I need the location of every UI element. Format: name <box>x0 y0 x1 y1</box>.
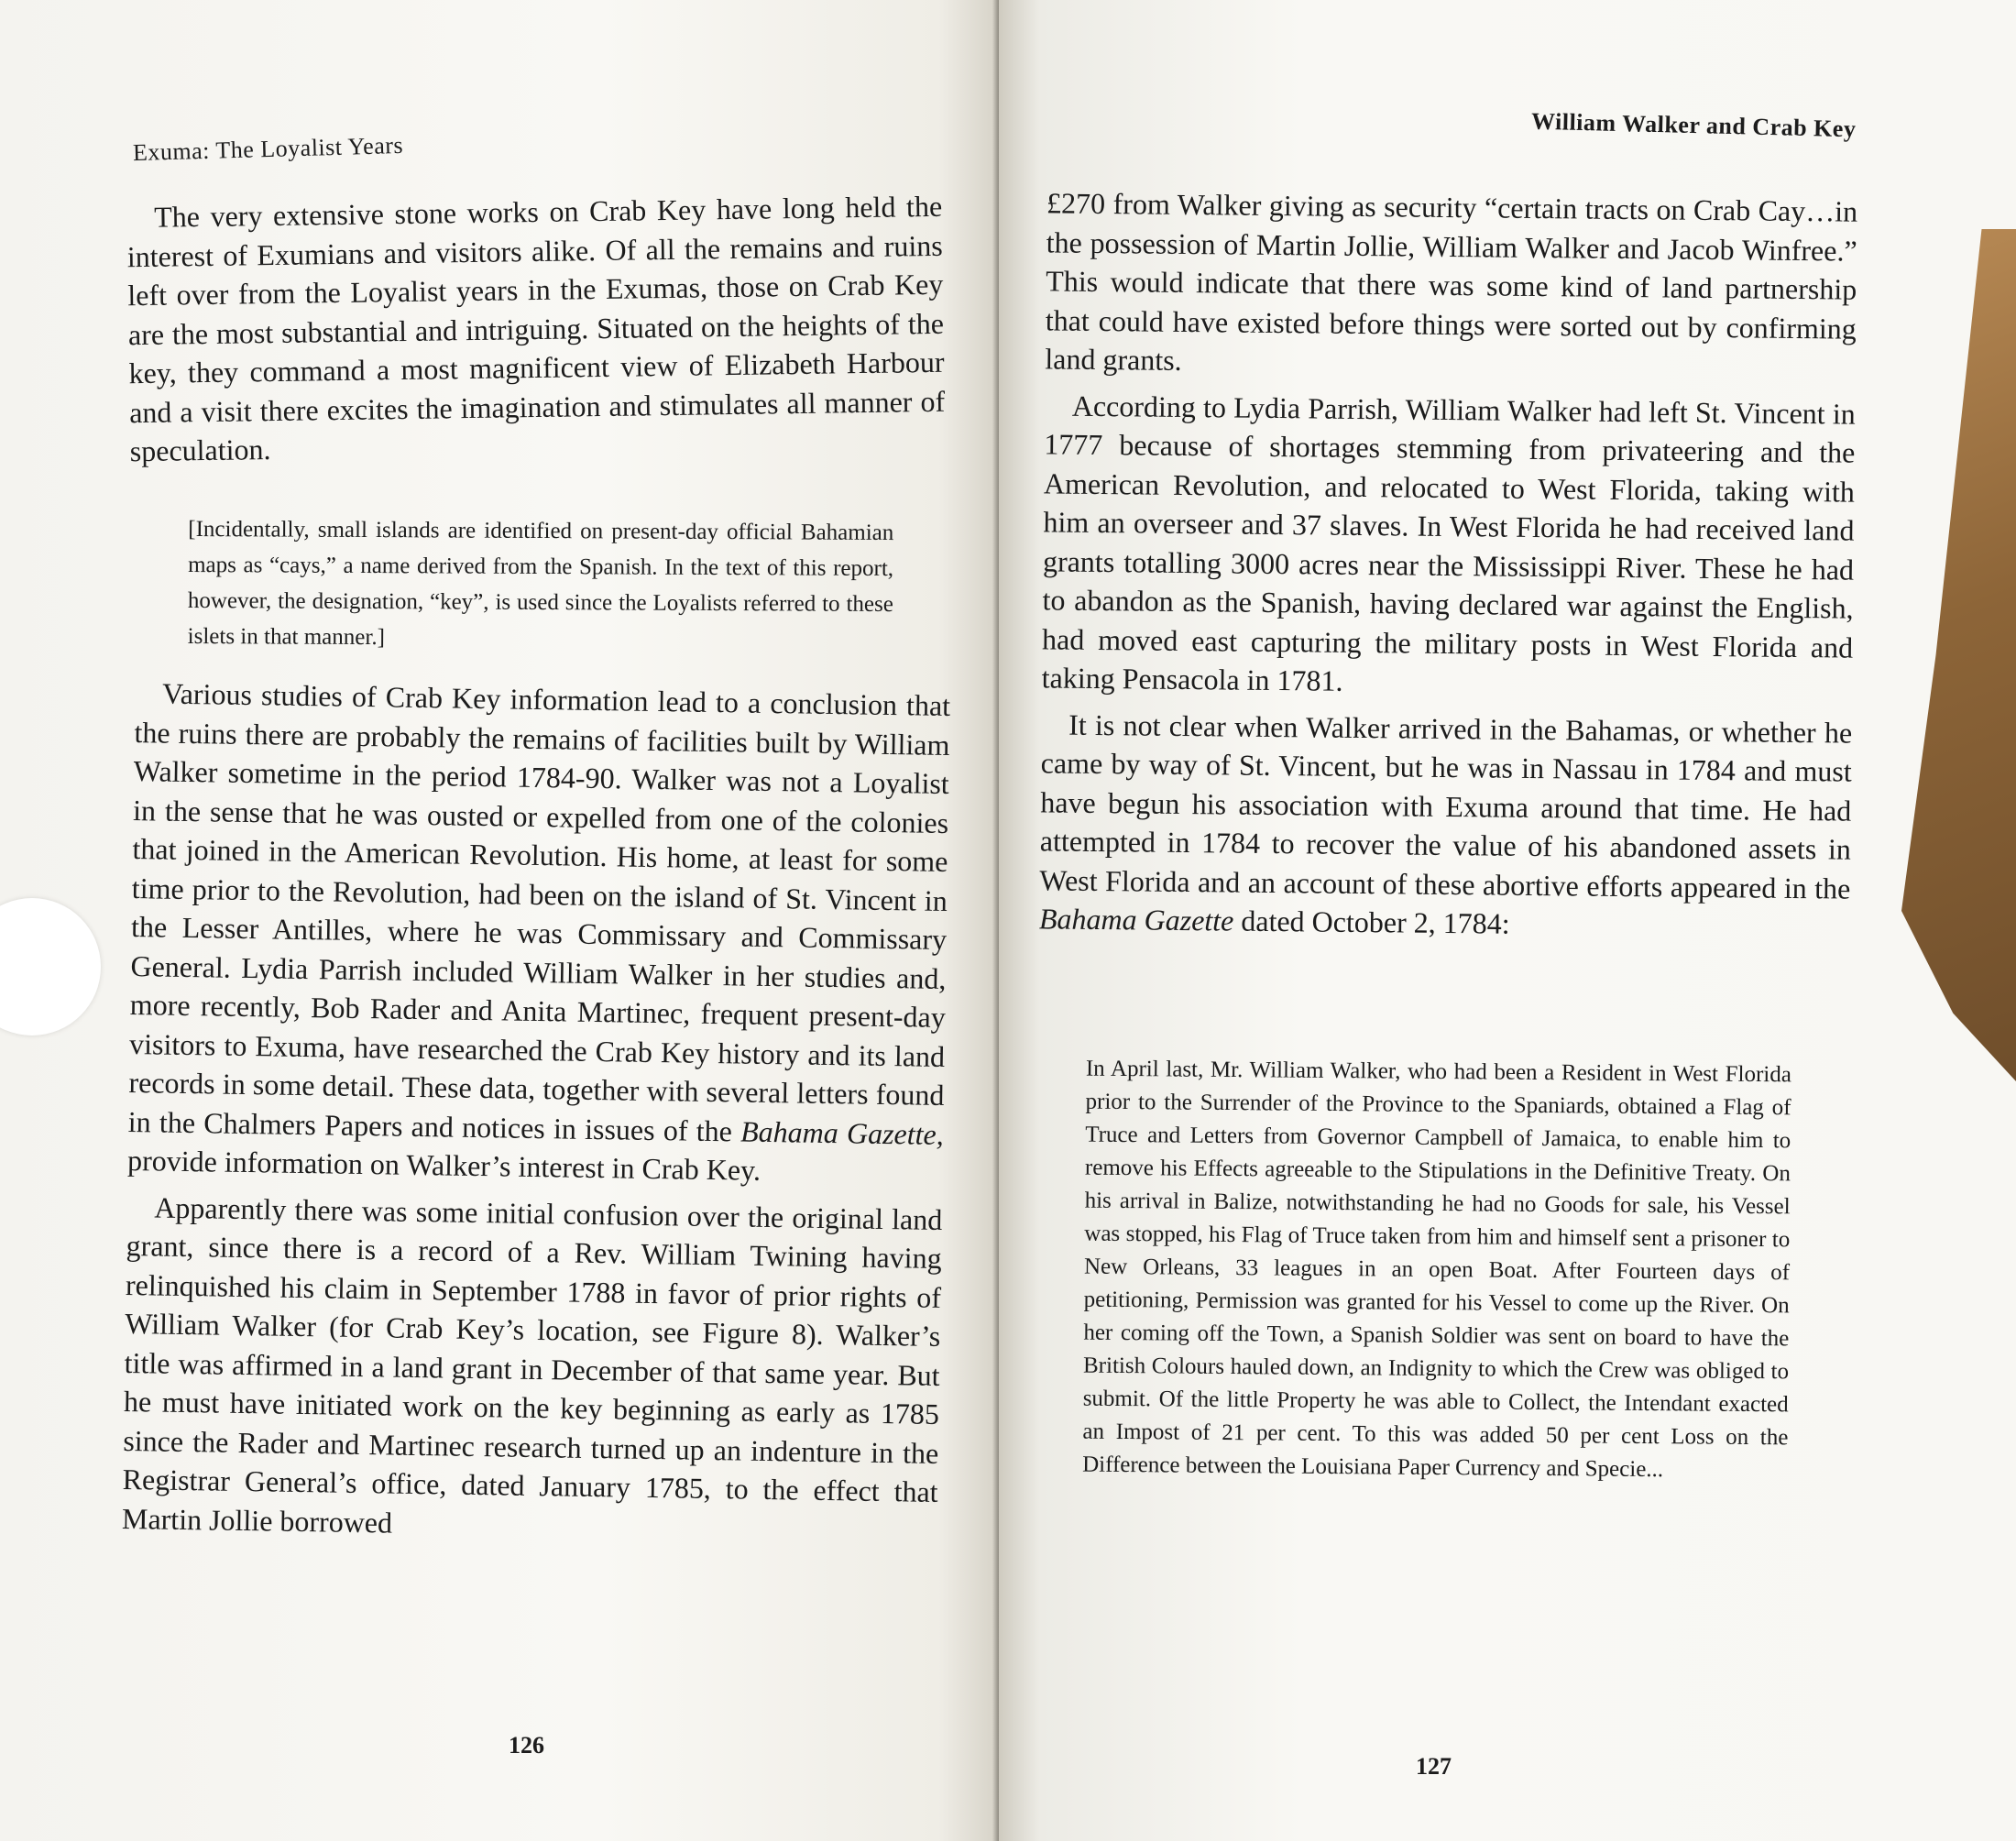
left-paragraph-2 <box>127 674 951 1192</box>
right-paragraph-3 <box>1039 705 1853 947</box>
right-paragraph-1: £270 from Walker giving as security “certain tracts on Crab Cay…in the possession of Martin Jollie, William Walker and Jacob Winfree.” This would indicate that there was some kind of land partnership that could have existed before things were sorted out by confirming land grants. <box>1045 186 1858 377</box>
right-page-number: 127 <box>1416 1753 1452 1780</box>
left-body-bottom <box>122 674 951 1558</box>
left-paragraph-3: Apparently there was some initial confusion over the original land grant, since there is a record of a Rev. William Twining having relinquished his claim in September 1788 in favor of prior rights of William Walker (for Crab Key’s location, see Figure 8). Walker’s title was affirmed in a land grant in December of that same year. But he must have initiated work on the key beginning as early as 1785 since the Rader and Martinec research turned up an indenture in the Registrar General’s office, dated January 1785, to the effect that Martin Jollie borrowed <box>121 1189 943 1540</box>
left-paragraph-1: The very extensive stone works on Crab Key have long held the interest of Exumians and visitors alike. Of all the remains and ruins left over from the Loyalist years in the Exumas, those on Crab Key are the most substantial and intriguing. Situated on the heights of the key, they command a most magnificent view of Elizabeth Harbour and a visit there excites the imagination and stimulates all manner of speculation. <box>126 189 946 468</box>
right-quote: In April last, Mr. William Walker, who had been a Resident in West Florida prior to the Surrender of the Province to the Spaniards, obtained a Flag of Truce and Letters from Governor Campbell of Jamaica, to enable him to remove his Effects agreeable to the Stipulations in the Definitive Treaty. On his arrival in Balize, notwithstanding he had no Goods for sale, his Vessel was stopped, his Flag of Truce taken from him and himself sent a prisoner to New Orleans, 33 leagues in an open Boat. After Fourteen days of petitioning, Permission was granted for his Vessel to come up the River. On her coming off the Town, a Spanish Soldier was sent on board to have the British Colours hauled down, an Indignity to which the Crew was obliged to submit. Of the little Property he was able to Collect, the Intendant exacted an Impost of 21 per cent. To this was added 50 per cent Loss on the Difference between the Louisiana Paper Currency and Specie... <box>1082 1056 1791 1483</box>
left-note: [Incidentally, small islands are identified on present-day official Bahamian maps as “cays,” a name derived from the Spanish. In the text of this report, however, the designation, “key”, is used since the Loyalists referred to these islets in that manner.] <box>187 516 894 651</box>
right-running-head: William Walker and Crab Key <box>1530 107 1857 143</box>
right-body <box>1039 183 1858 954</box>
left-running-head: Exuma: The Loyalist Years <box>132 131 404 167</box>
left-body-top <box>126 187 946 478</box>
left-paragraph-2-italic: Bahama Gazette, <box>740 1114 945 1151</box>
right-paragraph-3-end: dated October 2, 1784: <box>1233 904 1510 940</box>
left-paragraph-2-end: provide information on Walker’s interest in Crab Key. <box>126 1144 761 1187</box>
right-paragraph-3-text: It is not clear when Walker arrived in the Bahamas, or whether he came by way of St. Vincent, but he was in Nassau in 1784 and must have begun his association with Exuma around that time. He had attempted in 1784 to recover the value of his abandoned assets in West Florida and an account of these abortive efforts appeared in the <box>1039 707 1853 905</box>
bookmark-tab <box>0 898 101 1036</box>
left-page <box>0 0 999 1841</box>
right-paragraph-2: According to Lydia Parrish, William Walker had left St. Vincent in 1777 because of shortages stemming from privateering and the American Revolution, and relocated to West Florida, taking with him an overseer and 37 slaves. In West Florida he had received land grants totalling 3000 acres near the Mississippi River. These he had to abandon as the Spanish, having declared war against the English, had moved east capturing the military posts in West Florida and taking Pensacola in 1781. <box>1041 389 1856 697</box>
right-paragraph-3-italic: Bahama Gazette <box>1038 902 1234 937</box>
left-paragraph-2-text: Various studies of Crab Key information lead to a conclusion that the ruins there are probably the remains of facilities built by William Walker sometime in the period 1784-90. Walker was not a Loyalist in the sense that he was ousted or expelled from one of the colonies that joined in the American Revolution. His home, at least for some time prior to the Revolution, had been on the island of St. Vincent in the Lesser Antilles, where he was Commissary and Commissary General. Lydia Parrish included William Walker in her studies and, more recently, Bob Rader and Anita Martinec, frequent present-day visitors to Exuma, have researched the Crab Key history and its land records in some detail. These data, together with several letters found in the Chalmers Papers and notices in issues of the <box>127 676 951 1147</box>
left-page-number: 126 <box>509 1732 544 1759</box>
